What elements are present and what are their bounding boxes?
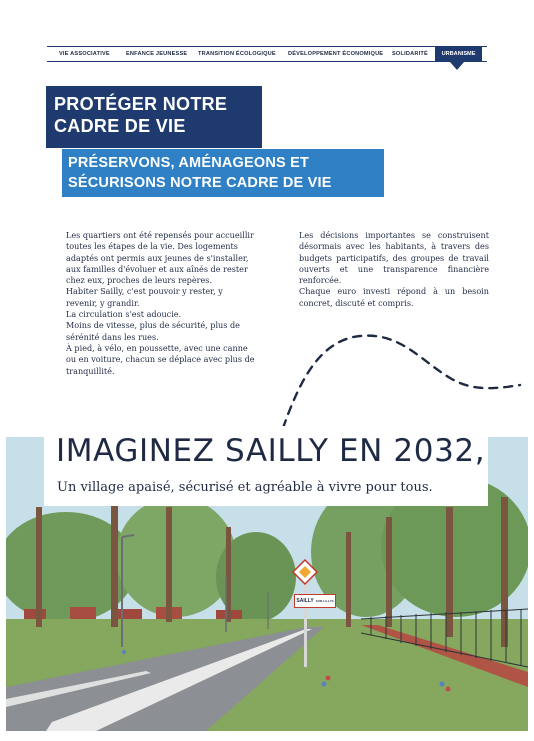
subtitle-line-1: PRÉSERVONS, AMÉNAGEONS ET (68, 155, 310, 171)
tagline: Un village apaisé, sécurisé et agréable à vivre pour tous. (57, 480, 433, 495)
town-entry-sign (294, 594, 336, 608)
paragraph: Les décisions importantes se construisent désormais avec les habitants, à travers des budgets participatifs, des groupes de travail ouverts et une transparence financière renforcée. (299, 230, 489, 286)
headline: IMAGINEZ SAILLY EN 2032, (56, 433, 486, 469)
town-sign-subname: SUR-LA-LYS (315, 599, 334, 603)
paragraph: Moins de vitesse, plus de sécurité, plus de sérénité dans les rues. (66, 320, 240, 342)
paragraph: Les quartiers ont été repensés pour accueillir toutes les étapes de la vie. Des logements adaptés ont permis aux jeunes de s'installer, aux familles d'évoluer et aux aînés de rester chez eux, proches de leurs repères. (66, 230, 254, 286)
town-sign-name: SAILLY (296, 598, 314, 604)
nav-item-enfance-jeunesse[interactable]: ENFANCE JEUNESSE (126, 51, 188, 57)
paragraph: La circulation s'est adoucie. (66, 309, 182, 320)
paragraph: À pied, à vélo, en poussette, avec une canne ou en voiture, chacun se déplace avec plus de tranquillité. (66, 342, 255, 376)
paragraph: Chaque euro investi répond à un besoin concret, discuté et compris. (299, 286, 489, 308)
nav-item-developpement-economique[interactable]: DÉVELOPPEMENT ÉCONOMIQUE (288, 51, 384, 57)
nav-item-solidarite[interactable]: SOLIDARITÉ (392, 51, 428, 57)
nav-item-transition-ecologique[interactable]: TRANSITION ÉCOLOGIQUE (198, 51, 276, 57)
nav-item-vie-associative[interactable]: VIE ASSOCIATIVE (59, 51, 110, 57)
title-line-2: CADRE DE VIE (54, 116, 186, 136)
paragraph: Habiter Sailly, c'est pouvoir y rester, y revenir, y grandir. (66, 286, 223, 308)
subtitle-line-2: SÉCURISONS NOTRE CADRE DE VIE (68, 175, 332, 191)
nav-item-urbanisme-active[interactable]: URBANISME (435, 46, 482, 62)
title-line-1: PROTÉGER NOTRE (54, 94, 228, 114)
